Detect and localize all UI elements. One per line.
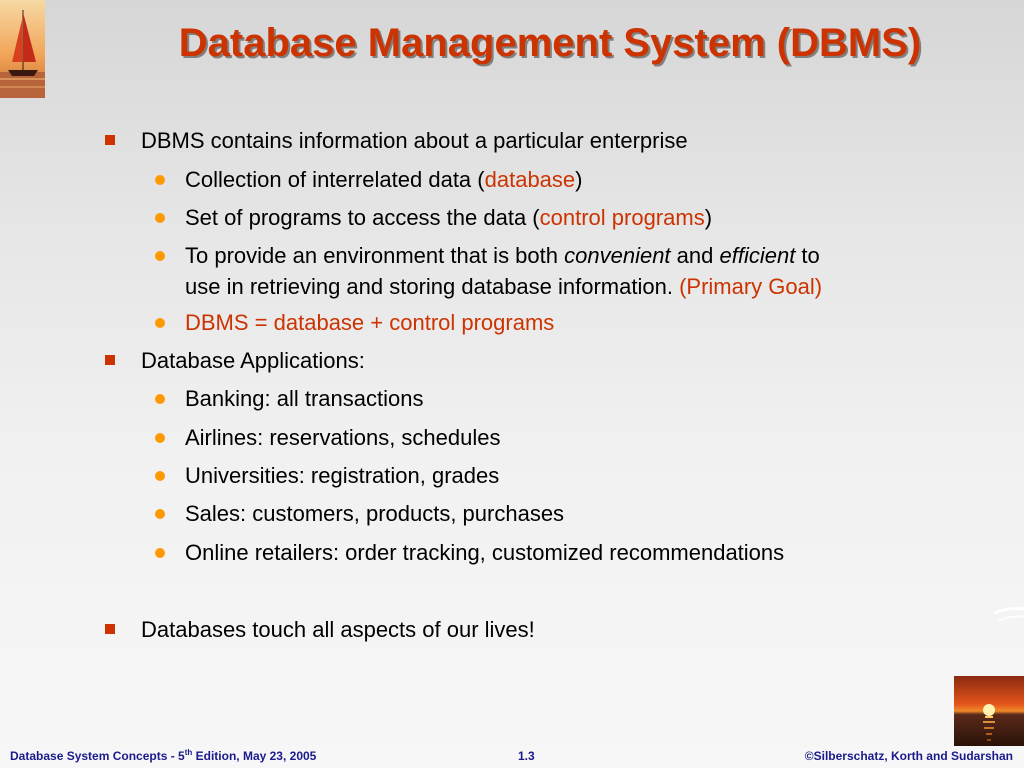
bullet-text-segment: Databases touch all aspects of our lives! <box>141 617 535 642</box>
sub-bullet-item <box>185 383 423 414</box>
decorative-swoosh <box>994 605 1024 629</box>
sunset-image <box>954 676 1024 746</box>
bullet-item <box>141 345 365 376</box>
bullet-text-segment: To provide an environment that is both <box>185 243 565 268</box>
bullet-text-segment: convenient <box>564 243 671 268</box>
bullet-text-segment: use in retrieving and storing database information. <box>185 274 680 299</box>
round-bullet-icon <box>155 251 165 261</box>
sub-bullet-item <box>185 422 500 453</box>
square-bullet-icon <box>105 624 115 634</box>
footer-page-number: 1.3 <box>518 749 535 763</box>
bullet-text-segment: Set of programs to access the data ( <box>185 205 540 230</box>
round-bullet-icon <box>155 175 165 185</box>
bullet-text-segment: ) <box>704 205 713 230</box>
bullet-text-segment: (Primary Goal) <box>679 274 823 299</box>
footer-left <box>10 746 316 766</box>
bullet-text-segment: Universities: registration, grades <box>185 463 500 488</box>
sub-bullet-item <box>185 460 499 491</box>
bullet-text-segment: and <box>670 243 720 268</box>
square-bullet-icon <box>105 355 115 365</box>
bullet-text-segment: control programs <box>539 205 705 230</box>
bullet-item <box>141 614 535 645</box>
bullet-text-segment: efficient <box>719 243 796 268</box>
round-bullet-icon <box>155 394 165 404</box>
bullet-text-segment: Sales: customers, products, purchases <box>185 501 565 526</box>
bullet-text-segment: Banking: all transactions <box>185 386 424 411</box>
bullet-text-segment: Database Applications: <box>141 348 365 373</box>
square-bullet-icon <box>105 135 115 145</box>
sub-bullet-item <box>185 202 712 233</box>
footer-book-title: Database System Concepts - 5 <box>10 749 185 763</box>
sub-bullet-item <box>185 307 554 338</box>
round-bullet-icon <box>155 213 165 223</box>
sub-bullet-item <box>185 240 822 302</box>
sub-bullet-item <box>185 164 582 195</box>
round-bullet-icon <box>155 548 165 558</box>
round-bullet-icon <box>155 433 165 443</box>
bullet-text-segment: Online retailers: order tracking, customized recommendations <box>185 540 785 565</box>
bullet-text-segment: DBMS contains information about a particular enterprise <box>141 128 688 153</box>
bullet-text-segment: to <box>795 243 820 268</box>
bullet-text-segment: DBMS = database + control programs <box>185 310 555 335</box>
slide-title: Database Management System (DBMS) <box>178 21 922 65</box>
round-bullet-icon <box>155 509 165 519</box>
bullet-text-segment: database <box>484 167 576 192</box>
footer-sup: th <box>184 748 193 757</box>
footer-edition-date: Edition, May 23, 2005 <box>192 749 317 763</box>
round-bullet-icon <box>155 471 165 481</box>
bullet-text-segment: ) <box>575 167 583 192</box>
bullet-item <box>141 125 688 156</box>
sub-bullet-item <box>185 498 564 529</box>
footer-copyright: ©Silberschatz, Korth and Sudarshan <box>804 749 1013 763</box>
bullet-text-segment: Collection of interrelated data ( <box>185 167 485 192</box>
sub-bullet-item <box>185 537 784 568</box>
round-bullet-icon <box>155 318 165 328</box>
bullet-text-segment: Airlines: reservations, schedules <box>185 425 501 450</box>
